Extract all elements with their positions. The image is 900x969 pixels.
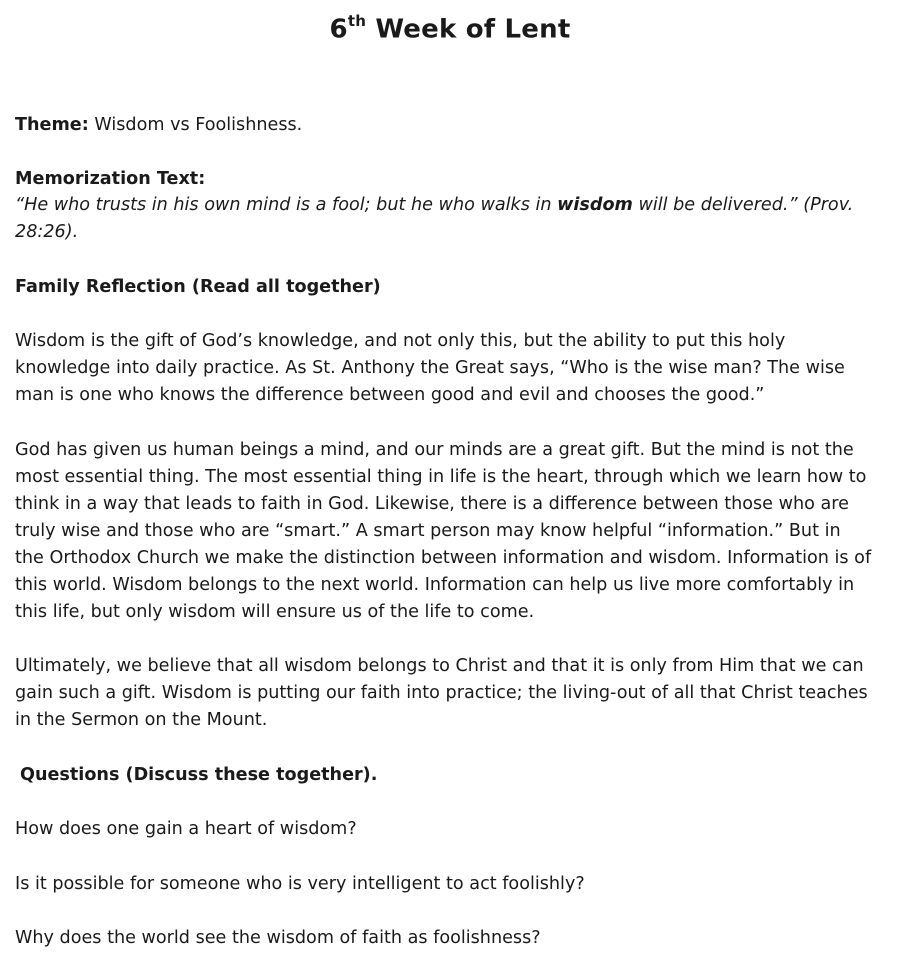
memorization-quote — [15, 192, 875, 246]
question-3: Why does the world see the wisdom of faith as foolishness? — [15, 928, 541, 948]
title-number: 6 — [329, 14, 348, 45]
quote-before: “He who trusts in his own mind is a fool; but he who walks in — [15, 195, 558, 215]
theme-label: Theme: — [15, 115, 89, 135]
title-text: Week of Lent — [366, 14, 571, 45]
memorization-label: Memorization Text: — [15, 169, 206, 189]
quote-bold-word: wisdom — [557, 195, 633, 215]
reflection-paragraph-2: God has given us human beings a mind, and our minds are a great gift. But the mind is not the most essential thing. The most essential thing in life is the heart, through which we learn how to think in a way that leads to faith in God. Likewise, there is a difference between those who are truly wise and those who are “smart.” A smart person may know helpful “information.” But in the Orthodox Church we make the distinction between information and wisdom. Information is of this world. Wisdom belongs to the next world. Information can help us live more comfortably in this life, but only wisdom will ensure us of the life to come. — [15, 440, 872, 622]
title-superscript: th — [347, 12, 367, 30]
page-title — [0, 14, 900, 45]
reflection-paragraph-3: Ultimately, we believe that all wisdom belongs to Christ and that it is only from Him that we can gain such a gift. Wisdom is putting our faith into practice; the living-out of all that Christ teaches in the Sermon on the Mount. — [15, 656, 868, 730]
theme-line — [15, 112, 875, 139]
question-2: Is it possible for someone who is very intelligent to act foolishly? — [15, 874, 585, 894]
reflection-heading: Family Reflection (Read all together) — [15, 277, 381, 297]
quote-after: will be delivered.” (Prov. 28:26). — [15, 195, 854, 242]
reflection-paragraph-1: Wisdom is the gift of God’s knowledge, and not only this, but the ability to put this holy knowledge into daily practice. As St. Anthony the Great says, “Who is the wise man? The wise man is one who knows the difference between good and evil and chooses the good.” — [15, 331, 845, 405]
theme-value: Wisdom vs Foolishness. — [88, 115, 303, 135]
questions-heading: Questions (Discuss these together). — [20, 765, 378, 785]
memorization-heading — [15, 166, 875, 193]
question-1: How does one gain a heart of wisdom? — [15, 819, 357, 839]
